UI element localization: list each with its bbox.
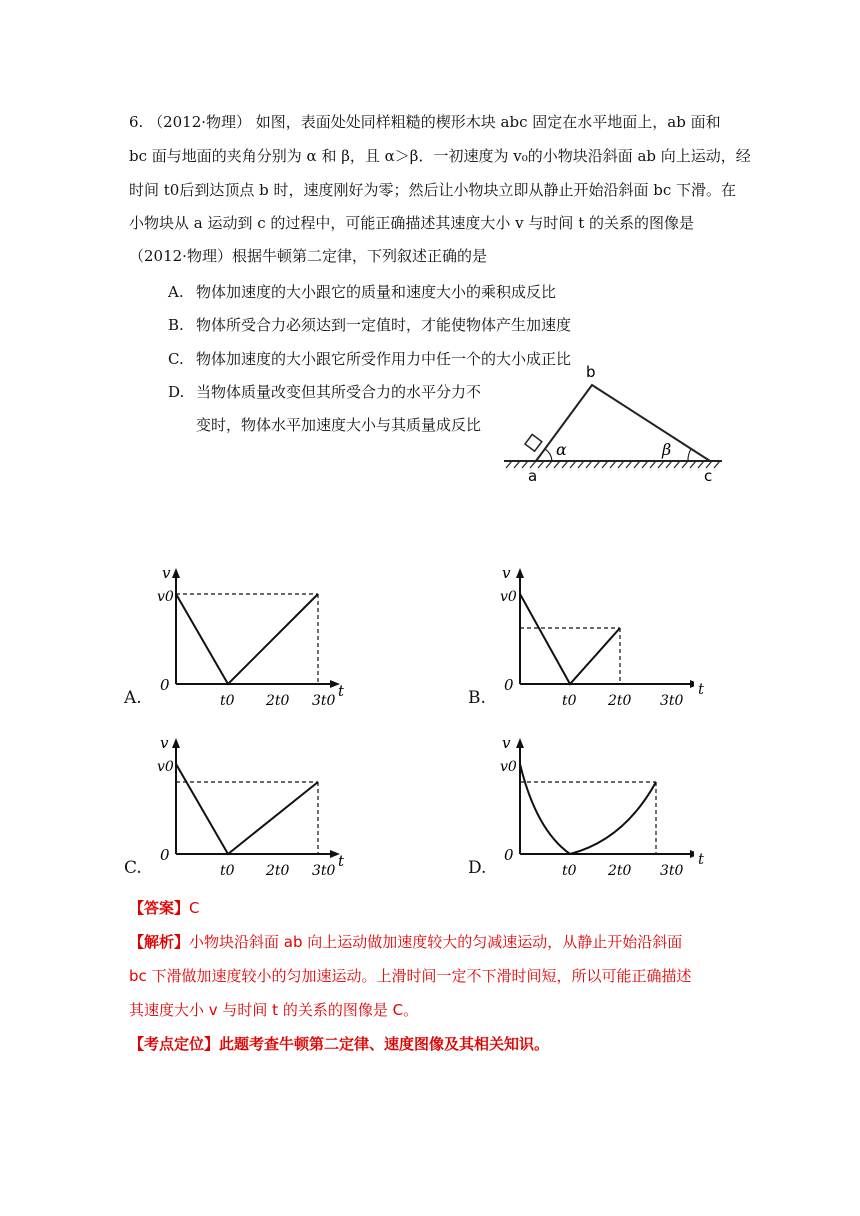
tick-t0: t0 [220,693,235,709]
option-d-continued [196,415,481,435]
graph-letter: D. [468,858,487,878]
option-letter: D. [168,383,185,401]
label-alpha: α [556,440,567,459]
tick-3t0: 3t0 [660,693,684,709]
alpha-arc [545,449,552,461]
axis-v-label: v [160,734,169,752]
label-b: b [586,363,596,381]
option-a [168,282,556,302]
answer-value: C [189,899,200,917]
origin-label: 0 [504,846,514,864]
analysis-label: 【解析】 [129,933,190,951]
label-c: c [704,467,713,485]
analysis-line-1 [129,932,682,952]
axis-v-label: v [502,734,511,752]
label-beta: β [662,440,672,459]
option-text: 物体加速度的大小跟它的质量和速度大小的乘积成反比 [196,283,557,301]
question-line-3: 时间 t0后到达顶点 b 时，速度刚好为零；然后让小物块立即从静止开始沿斜面 bc 下滑。在 [129,181,737,199]
option-d [168,382,481,402]
graph-b [464,560,694,714]
graph-d-axis-t-label: t [698,850,705,868]
tick-2t0: 2t0 [266,863,290,879]
graph-letter: C. [124,858,142,878]
v0-label: v0 [157,589,174,605]
velocity-curve [176,594,318,684]
option-letter: C. [168,350,184,368]
axis-v-label: v [162,564,171,582]
v0-label: v0 [500,759,517,775]
axis-t-label: t [338,852,345,870]
point-label: 【考点定位】 [129,1035,220,1053]
answer-line [129,898,200,918]
option-text: 物体所受合力必须达到一定值时，才能使物体产生加速度 [196,316,572,334]
tick-t0: t0 [220,863,235,879]
analysis-line-3: 其速度大小 v 与时间 t 的关系的图像是 C。 [129,1001,419,1019]
v0-label: v0 [157,759,174,775]
point-text: 此题考查牛顿第二定律、速度图像及其相关知识。 [219,1035,550,1053]
axis-v-label: v [502,564,511,582]
tick-t0: t0 [562,693,577,709]
option-text: 当物体质量改变但其所受合力的水平分力不 [196,383,482,401]
analysis-line-2: bc 下滑做加速度较小的匀加速运动。上滑时间一定不下滑时间短，所以可能正确描述 [129,967,692,985]
point-line [129,1034,549,1054]
option-letter: B. [168,316,184,334]
origin-label: 0 [504,676,514,694]
tick-3t0: 3t0 [312,863,336,879]
v0-label: v0 [500,589,517,605]
wedge-figure [500,355,730,489]
option-text: 物体加速度的大小跟它所受作用力中任一个的大小成正比 [196,350,572,368]
option-b [168,315,571,335]
graph-d [464,730,694,884]
tick-3t0: 3t0 [312,693,336,709]
velocity-curve [520,764,656,854]
question-line-4: 小物块从 a 运动到 c 的过程中，可能正确描述其速度大小 v 与时间 t 的关系的图像是 [129,214,694,232]
velocity-curve [520,594,620,684]
tick-2t0: 2t0 [608,693,632,709]
tick-t0: t0 [562,863,577,879]
question-line-1: 6. （2012·物理） 如图，表面处处同样粗糙的楔形木块 abc 固定在水平地面上，ab 面和 [129,113,721,131]
axis-t-label: t [338,682,345,700]
graph-c [120,730,350,884]
question-line-2: bc 面与地面的夹角分别为 α 和 β，且 α＞β．一初速度为 v₀的小物块沿斜面 ab 向上运动，经 [129,147,751,165]
answer-label: 【答案】 [129,899,190,917]
small-block [525,434,542,451]
origin-label: 0 [160,676,170,694]
graph-letter: A. [124,688,142,708]
tick-3t0: 3t0 [660,863,684,879]
velocity-curve [176,764,318,854]
graph-b-axis-t-label: t [698,680,705,698]
origin-label: 0 [160,846,170,864]
analysis-text: 小物块沿斜面 ab 向上运动做加速度较大的匀减速运动，从静止开始沿斜面 [189,933,683,951]
option-letter: A. [168,283,184,301]
option-text: 变时，物体水平加速度大小与其质量成反比 [196,416,482,434]
graph-letter: B. [468,688,486,708]
beta-arc [688,449,691,461]
tick-2t0: 2t0 [266,693,290,709]
tick-2t0: 2t0 [608,863,632,879]
graph-a [120,560,350,714]
question-line-5: （2012·物理）根据牛顿第二定律，下列叙述正确的是 [129,247,487,265]
label-a: a [528,467,538,485]
